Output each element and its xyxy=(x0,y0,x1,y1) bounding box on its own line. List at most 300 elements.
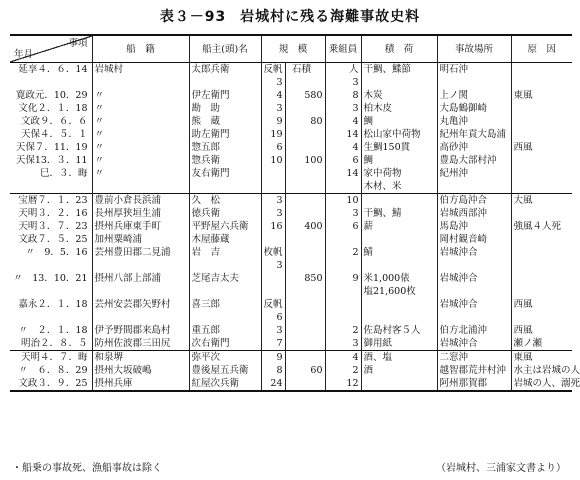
header-diagonal-cell xyxy=(10,35,92,63)
cell-scale-koku-value: 60 xyxy=(310,365,323,376)
cell-cause-value: 大風 xyxy=(513,195,533,206)
cell-owner-value: 平野屋六兵衛 xyxy=(191,221,249,232)
cell-scale-sails xyxy=(261,337,285,351)
cell-place xyxy=(437,351,511,365)
cell-scale-koku-value xyxy=(288,246,323,259)
table-header-row xyxy=(10,35,572,63)
cell-crew xyxy=(325,364,361,377)
cell-crew xyxy=(325,115,361,128)
table-row xyxy=(10,167,572,194)
cell-crew-value: 3 xyxy=(352,77,359,88)
cell-scale-koku xyxy=(285,324,325,337)
table-row xyxy=(10,220,572,233)
cell-crew xyxy=(325,298,361,324)
cell-cause-value xyxy=(514,246,571,259)
cell-place xyxy=(437,364,511,377)
cell-scale-sails-value: 19 xyxy=(270,129,283,140)
cell-owner-value: 次右衛門 xyxy=(191,338,230,349)
cell-place-value: 岩城沖合 xyxy=(439,338,478,349)
cell-scale-sails-value: 7 xyxy=(276,338,283,349)
cell-cargo xyxy=(361,337,437,351)
cell-ship-value: 〃 xyxy=(94,116,105,127)
cell-crew-note: 人 xyxy=(349,64,359,75)
cell-place-value: 岩城西部沖 xyxy=(439,208,488,219)
cell-ship xyxy=(92,220,189,233)
cell-scale-sails-value: 6 xyxy=(276,142,283,153)
table-row xyxy=(10,246,572,272)
cell-owner xyxy=(189,128,261,141)
cell-ship xyxy=(92,207,189,220)
cell-cargo-value xyxy=(364,233,435,246)
cell-crew-value: 12 xyxy=(346,378,359,389)
cell-owner-value: 紅屋次兵衛 xyxy=(191,378,240,389)
cell-date-value: 文化２．１．18 xyxy=(18,103,88,114)
cell-place xyxy=(437,141,511,154)
header-owner: 船主(頭)名 xyxy=(189,35,261,63)
cell-cause xyxy=(511,246,572,272)
cell-owner-value: 弥平次 xyxy=(191,352,221,363)
table-row xyxy=(10,141,572,154)
cell-owner xyxy=(189,102,261,115)
cell-scale-sails-value: 24 xyxy=(270,378,283,389)
cell-owner-value: 喜三郎 xyxy=(191,299,221,310)
cell-ship-value: 摂州兵庫東手町 xyxy=(94,221,162,232)
cell-cause xyxy=(511,115,572,128)
cell-owner xyxy=(189,272,261,298)
cell-cargo xyxy=(361,324,437,337)
cell-ship-value: 芸州豊田郡二見浦 xyxy=(94,247,171,258)
cell-cause-value: 西風 xyxy=(513,325,533,336)
cell-cargo-value: 松山家中荷物 xyxy=(363,129,421,140)
cell-place-value: 明石沖 xyxy=(439,64,469,75)
cell-cause xyxy=(511,128,572,141)
cell-ship xyxy=(92,89,189,102)
cell-date-value: 天明４．７．晦 xyxy=(20,352,88,363)
cell-place xyxy=(437,337,511,351)
cell-ship xyxy=(92,324,189,337)
cell-date-value: 〃 9．5．16 xyxy=(25,247,88,258)
cell-place-value: 丸亀沖 xyxy=(439,116,469,127)
cell-cargo xyxy=(361,102,437,115)
cell-cause-value: 強風４人死 xyxy=(513,221,562,232)
cell-cargo xyxy=(361,220,437,233)
cell-ship-value: 長州厚狭垣生浦 xyxy=(94,208,162,219)
header-cause: 原 因 xyxy=(511,35,572,63)
cell-owner xyxy=(189,324,261,337)
header-crew: 乗組員 xyxy=(325,35,361,63)
cell-crew-value: 6 xyxy=(352,221,359,232)
cell-scale-koku xyxy=(285,167,325,194)
cell-scale-sails xyxy=(261,351,285,365)
cell-date-value: 〃 ６．８．29 xyxy=(18,365,88,376)
cell-cause-value xyxy=(514,272,571,285)
cell-date-value: 巳．３．晦 xyxy=(39,168,88,179)
table-row xyxy=(10,89,572,102)
cell-cargo-value: 鯖 xyxy=(363,247,374,258)
cell-scale-sails-value: 9 xyxy=(276,116,283,127)
cell-scale-sails-value: 16 xyxy=(270,221,283,232)
cell-scale-koku xyxy=(285,351,325,365)
table-number: 表３－93 xyxy=(159,9,227,25)
header-cargo: 積 荷 xyxy=(361,35,437,63)
cell-date xyxy=(10,246,92,272)
cell-ship xyxy=(92,102,189,115)
cell-place-value: 大島鶴御崎 xyxy=(439,103,488,114)
table-row xyxy=(10,63,572,90)
cell-owner xyxy=(189,207,261,220)
cell-cargo-value: 生鯛150貫 xyxy=(363,142,411,153)
cell-crew-value: 3 xyxy=(352,208,359,219)
cell-place xyxy=(437,154,511,167)
table-row xyxy=(10,194,572,208)
cell-cause xyxy=(511,272,572,298)
cell-place-value: 岩城沖合 xyxy=(439,299,478,310)
cell-cargo xyxy=(361,89,437,102)
cell-date xyxy=(10,102,92,115)
cell-cause-value: 瀬ノ瀬 xyxy=(513,338,543,349)
cell-date-value: 天保13．３．11 xyxy=(15,155,88,166)
footnote: ・船乗の事故死、漁船事故は除く xyxy=(12,463,162,474)
cell-place-value: 阿州那賀郡 xyxy=(439,378,488,389)
cell-date-value: 文政７．５．25 xyxy=(18,234,88,245)
cell-owner-value: 友右衛門 xyxy=(191,168,230,179)
cell-cause xyxy=(511,298,572,324)
cell-crew-value: 14 xyxy=(346,129,359,140)
cell-scale-koku xyxy=(285,115,325,128)
cell-cause-value: 西風 xyxy=(513,299,533,310)
cell-crew-value: 6 xyxy=(352,155,359,166)
cell-scale-sails xyxy=(261,298,285,324)
cell-date xyxy=(10,154,92,167)
cell-owner-value: 勘 助 xyxy=(191,103,221,114)
cell-scale-koku-value xyxy=(288,141,323,154)
cell-owner xyxy=(189,364,261,377)
cell-date xyxy=(10,141,92,154)
cell-scale-sails xyxy=(261,220,285,233)
cell-place xyxy=(437,89,511,102)
cell-scale-sails-note: 反帆 石積 xyxy=(263,64,312,75)
cell-scale-koku-value: 850 xyxy=(304,273,323,284)
cell-ship xyxy=(92,194,189,208)
cell-scale-sails-note: 反帆 xyxy=(263,299,283,310)
cell-date xyxy=(10,377,92,391)
table-row xyxy=(10,128,572,141)
cell-place xyxy=(437,194,511,208)
cell-scale-sails xyxy=(261,63,312,90)
cell-scale-koku-value xyxy=(288,207,323,220)
cell-scale-koku xyxy=(285,154,325,167)
cell-ship-value: 摂州八部上部浦 xyxy=(94,273,162,284)
cell-owner xyxy=(189,351,261,365)
cell-scale-sails xyxy=(261,102,285,115)
cell-ship xyxy=(92,154,189,167)
cell-place xyxy=(437,220,511,233)
table-row xyxy=(10,298,572,324)
cell-cause-value xyxy=(514,115,571,128)
cell-scale-koku xyxy=(285,233,325,246)
cell-cause xyxy=(511,194,572,208)
cell-place xyxy=(437,298,511,324)
cell-scale-koku-value: 580 xyxy=(304,90,323,101)
cell-scale-koku xyxy=(285,89,325,102)
cell-ship-value: 防州佐波郡三田尻 xyxy=(94,338,171,349)
cell-scale-koku-value xyxy=(288,377,323,390)
cell-date-value: 宝暦７．１．23 xyxy=(18,195,88,206)
cell-cargo-value: 米1,000俵 xyxy=(363,273,410,284)
cell-scale-koku xyxy=(285,246,325,272)
cell-ship xyxy=(92,364,189,377)
cell-scale-sails xyxy=(261,233,285,246)
cell-cargo-value-2: 木材、米 xyxy=(363,181,402,192)
cell-scale-sails-value: 3 xyxy=(276,208,283,219)
cell-ship-value: 〃 xyxy=(94,90,105,101)
source-citation: （岩城村、三浦家文書より） xyxy=(436,463,566,474)
cell-owner xyxy=(189,167,261,194)
cell-owner-value: 木屋藤蔵 xyxy=(191,234,230,245)
cell-cause xyxy=(511,220,572,233)
cell-ship xyxy=(92,141,189,154)
cell-cause xyxy=(511,102,572,115)
table-row xyxy=(10,337,572,351)
cell-owner-value: 惣五郎 xyxy=(191,142,221,153)
header-ship: 船 籍 xyxy=(92,35,189,63)
cell-cause-value: 東風 xyxy=(513,352,533,363)
cell-cause-value xyxy=(514,128,571,141)
cell-owner-value: 重五郎 xyxy=(191,325,221,336)
cell-crew xyxy=(325,246,361,272)
cell-scale-sails-value: 3 xyxy=(276,77,283,88)
cell-date xyxy=(10,337,92,351)
cell-scale-sails xyxy=(261,324,285,337)
table-row xyxy=(10,324,572,337)
cell-ship xyxy=(92,167,189,194)
cell-owner-value: 太郎兵衛 xyxy=(191,64,230,75)
cell-date-value: 嘉永２．１．18 xyxy=(18,299,88,310)
cell-cargo xyxy=(361,364,437,377)
table-row xyxy=(10,115,572,128)
cell-place xyxy=(437,246,511,272)
cell-cause xyxy=(511,167,572,194)
cell-scale-sails-value: 3 xyxy=(276,325,283,336)
cell-scale-sails-value: 3 xyxy=(276,195,283,206)
table-row xyxy=(10,377,572,391)
cell-scale-sails-value: 9 xyxy=(276,352,283,363)
cell-scale-sails xyxy=(261,207,285,220)
cell-crew xyxy=(325,89,361,102)
cell-owner xyxy=(189,141,261,154)
cell-ship-value: 摂州大坂破嶋 xyxy=(94,365,152,376)
cell-date xyxy=(10,207,92,220)
cell-cargo-value: 酒、塩 xyxy=(363,352,393,363)
cell-crew xyxy=(325,128,361,141)
cell-cargo-value: 干鯛、鰈節 xyxy=(363,64,412,75)
cell-ship-value: 豊前小倉長浜浦 xyxy=(94,195,162,206)
cell-scale-koku-value xyxy=(288,233,323,246)
cell-owner xyxy=(189,115,261,128)
cell-cargo xyxy=(361,128,437,141)
cell-cause xyxy=(511,63,572,90)
table-row xyxy=(10,351,572,365)
cell-cargo-value: 鯛 xyxy=(363,116,374,127)
cell-scale-koku xyxy=(285,364,325,377)
cell-crew xyxy=(325,220,361,233)
cell-cause-value xyxy=(514,207,571,220)
cell-cargo xyxy=(361,246,437,272)
cell-date xyxy=(10,351,92,365)
cell-cargo-value: 干鯛、鯖 xyxy=(363,208,402,219)
cell-place-value: 岩城沖合 xyxy=(439,247,478,258)
cell-place xyxy=(437,324,511,337)
cell-cargo xyxy=(361,194,437,208)
cell-owner xyxy=(189,154,261,167)
cell-place-value: 越智郡荒井村沖 xyxy=(439,365,507,376)
cell-ship xyxy=(92,298,189,324)
cell-cause-value xyxy=(514,167,571,180)
cell-scale-sails-value: 10 xyxy=(270,155,283,166)
cell-scale-koku-value: 400 xyxy=(304,221,323,232)
header-date-label: 年月 xyxy=(14,49,34,60)
cell-scale-sails-value xyxy=(264,167,283,180)
cell-date-value: 天明３．７．23 xyxy=(18,221,88,232)
cell-ship xyxy=(92,233,189,246)
cell-crew-value: 8 xyxy=(352,90,359,101)
cell-ship-value: 芸州安芸郡矢野村 xyxy=(94,299,171,310)
cell-cause-value xyxy=(514,233,571,246)
cell-cargo-value: 御用紙 xyxy=(363,338,393,349)
cell-cargo-value: 薪 xyxy=(363,221,374,232)
cell-owner xyxy=(189,246,261,272)
cell-owner-value: 熊 蔵 xyxy=(191,116,221,127)
cell-cargo-value: 柏木皮 xyxy=(363,103,393,114)
shipwreck-table xyxy=(10,34,580,392)
cell-ship-value: 加州粟崎浦 xyxy=(94,234,143,245)
cell-date xyxy=(10,63,92,90)
cell-crew xyxy=(325,351,361,365)
cell-date xyxy=(10,233,92,246)
cell-date xyxy=(10,324,92,337)
cell-scale-koku xyxy=(285,102,325,115)
cell-cause xyxy=(511,233,572,246)
cell-owner-value: 豊後屋五兵衛 xyxy=(191,365,249,376)
cell-cause-value xyxy=(514,154,571,167)
cell-date xyxy=(10,128,92,141)
cell-crew xyxy=(325,337,361,351)
cell-ship xyxy=(92,377,189,391)
cell-crew xyxy=(325,167,361,194)
cell-cargo xyxy=(361,377,437,391)
cell-date-value: 天明３．２．16 xyxy=(18,208,88,219)
cell-date-value: 天保４．５．１ xyxy=(20,129,88,140)
cell-cargo-value: 佐島村客５人 xyxy=(363,325,421,336)
cell-scale-koku xyxy=(285,141,325,154)
cell-place-value: 馬島沖 xyxy=(439,221,469,232)
cell-scale-sails xyxy=(261,115,285,128)
cell-scale-koku xyxy=(285,272,325,298)
cell-place xyxy=(437,272,511,298)
cell-owner xyxy=(189,63,261,90)
cell-scale-sails xyxy=(261,246,285,272)
cell-crew-value: 2 xyxy=(352,325,359,336)
cell-date-value: 天保７．11．19 xyxy=(15,142,88,153)
cell-date xyxy=(10,272,92,298)
cell-scale-sails xyxy=(261,194,285,208)
cell-scale-sails xyxy=(261,272,285,298)
cell-scale-sails xyxy=(261,377,285,391)
cell-scale-koku xyxy=(285,220,325,233)
cell-date xyxy=(10,194,92,208)
cell-ship-value: 〃 xyxy=(94,103,105,114)
header-place: 事故場所 xyxy=(437,35,511,63)
cell-crew-value: 10 xyxy=(346,195,359,206)
table-row xyxy=(10,102,572,115)
cell-crew xyxy=(325,233,361,246)
cell-scale-sails xyxy=(261,128,285,141)
cell-cargo xyxy=(361,207,437,220)
cell-cause-value: 西風 xyxy=(513,142,533,153)
cell-scale-sails-value: 6 xyxy=(276,312,283,323)
cell-date xyxy=(10,298,92,324)
cell-crew-value: 2 xyxy=(352,247,359,258)
cell-place xyxy=(437,167,511,194)
cell-crew-value xyxy=(328,298,359,311)
cell-cargo-value: 鯛 xyxy=(363,155,374,166)
header-item-label: 事項 xyxy=(68,38,88,49)
cell-crew-value: 4 xyxy=(352,116,359,127)
cell-scale-sails-note: 枚帆 xyxy=(263,247,283,258)
cell-cargo-value xyxy=(364,298,435,311)
cell-owner-value: 久 松 xyxy=(191,195,221,206)
cell-crew xyxy=(325,141,361,154)
cell-cargo xyxy=(361,233,437,246)
cell-owner xyxy=(189,194,261,208)
cell-place-value: 伯方北浦沖 xyxy=(439,325,488,336)
cell-cause xyxy=(511,207,572,220)
cell-crew-value: 3 xyxy=(352,103,359,114)
cell-ship-value: 伊予野間郡来島村 xyxy=(94,325,171,336)
cell-cargo xyxy=(361,115,437,128)
table-row xyxy=(10,233,572,246)
cell-place xyxy=(437,207,511,220)
cell-place xyxy=(437,128,511,141)
cell-crew xyxy=(325,272,361,298)
cell-scale-sails-value xyxy=(264,233,283,246)
cell-crew xyxy=(325,377,361,391)
cell-owner xyxy=(189,377,261,391)
cell-crew-value xyxy=(328,233,359,246)
cell-cargo-value: 酒 xyxy=(363,365,374,376)
cell-cause-value xyxy=(514,102,571,115)
cell-place-value: 岡村観音崎 xyxy=(439,234,488,245)
cell-crew xyxy=(325,102,361,115)
table-title xyxy=(0,6,580,26)
cell-scale-koku xyxy=(285,128,325,141)
cell-scale-koku-value xyxy=(288,102,323,115)
cell-cause xyxy=(511,324,572,337)
cell-ship-value: 〃 xyxy=(94,155,105,166)
cell-scale-koku-value: 80 xyxy=(310,116,323,127)
cell-date xyxy=(10,220,92,233)
cell-ship-value: 〃 xyxy=(94,129,105,140)
cell-place xyxy=(437,102,511,115)
cell-ship xyxy=(92,272,189,298)
cell-date-value: 寛政元．10．29 xyxy=(15,90,88,101)
cell-crew-value: 4 xyxy=(352,142,359,153)
cell-scale-sails xyxy=(261,89,285,102)
cell-date xyxy=(10,167,92,194)
cell-cause xyxy=(511,89,572,102)
cell-scale-koku-value xyxy=(288,324,323,337)
cell-date-value: 文政３．９．25 xyxy=(18,378,88,389)
